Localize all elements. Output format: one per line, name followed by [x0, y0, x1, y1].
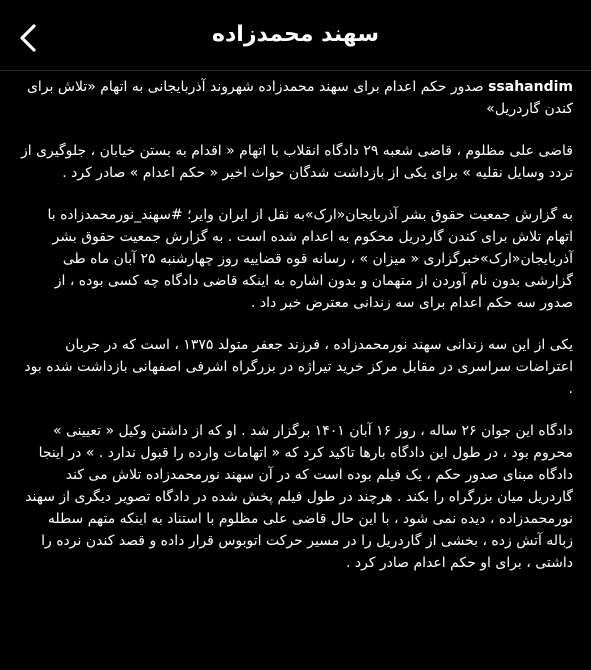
caption-paragraph: قاضی علی مظلوم ، قاضی شعبه ۲۹ دادگاه انقلاب با اتهام « اقدام به بستن خیابان ، جلوگیری از تردد وسایل نقلیه » برای یکی از بازداشت شدگان حواث اخیر « حکم اعدام » صادر کرد .: [20, 143, 573, 181]
page-title: سهند محمدزاده: [212, 22, 379, 47]
caption-first-text: صدور حکم اعدام برای سهند محمدزاده شهروند آذربایجانی به اتهام «تلاش برای کندن گاردریل»: [26, 79, 573, 117]
divider: [0, 70, 591, 71]
caption-paragraph: به گزارش جمعیت حقوق بشر آذربایجان«ارک»به نقل از ایران وایر؛ #سهند_نورمحمدزاده با اتهام تلاش برای کندن گاردریل محکوم به اعدام شده است . به گزارش جمعیت حقوق بشر آذربایجان«ارک»خبرگزاری « میزان » ، رسانه قوه قضاییه روز چهارشنبه ۲۵ آبان ماه طی گزارشی بدون نام آوردن از متهمان و بدون اشاره به اینکه قاضی دادگاه چه کسی بوده ، از صدور سه حکم اعدام برای سه زندانی معترض خبر داد .: [47, 207, 573, 311]
post-caption: [18, 76, 573, 594]
top-bar: [0, 0, 591, 72]
username-link[interactable]: ssahandim: [488, 79, 573, 95]
caption-first-paragraph: [18, 76, 573, 120]
caption-paragraph: یکی از این سه زندانی سهند نورمحمدزاده ، فرزند جعفر متولد ۱۳۷۵ ، است که در جریان اعتراضات سراسری در مقابل مرکز خرید تیراژه در بزرگراه اشرفی اصفهانی بازداشت شده بود .: [24, 337, 573, 397]
caption-paragraph: دادگاه این جوان ۲۶ ساله ، روز ۱۶ آبان ۱۴۰۱ برگزار شد . او که از داشتن وکیل « تعیینی » محروم بود ، در طول این دادگاه بارها تاکید کرد که « اتهامات وارده را قبول ندارد . » در اینجا دادگاه مبنای صدور حکم ، یک فیلم بوده است که در آن سهند نورمحمدزاده تلاش می کند گاردریل میان بزرگراه را بکند . هرچند در طول فیلم پخش شده در دادگاه تصویر دیگری از سهند نورمحمدزاده ، دیده نمی شود ، با این حال قاضی علی مظلوم با استناد به اینکه متهم سطله زباله آتش زده ، بخشی از گاردریل را در مسیر حرکت اتوبوس قرار داده و قصد کندن نرده را داشتی ، برای او حکم اعدام صادر کرد .: [25, 423, 573, 571]
